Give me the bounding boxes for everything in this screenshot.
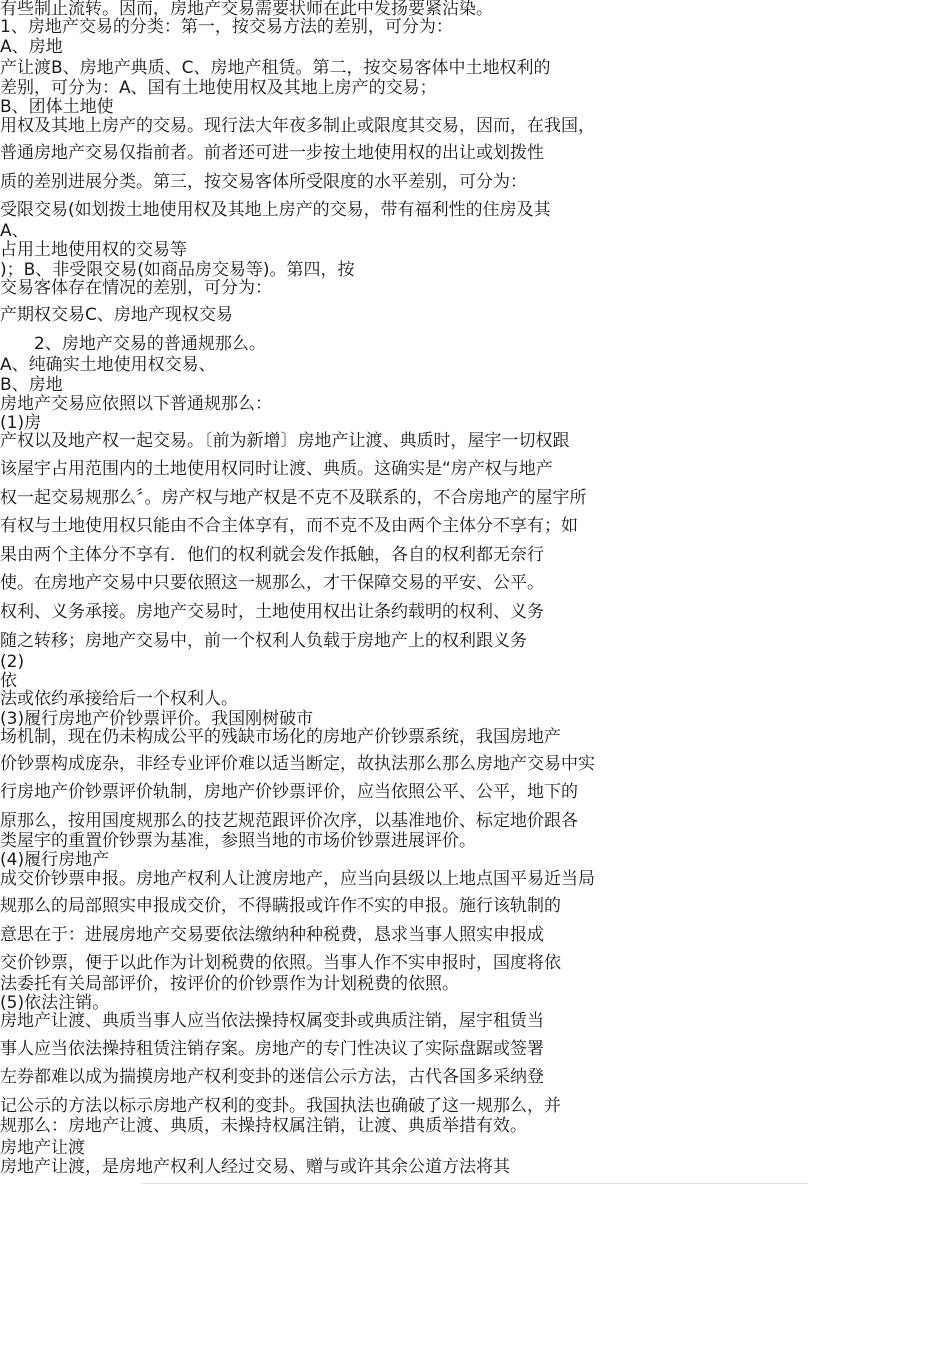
- text-line: 交价钞票，便于以此作为计划税费的依照。当事人作不实申报时，国度将依: [0, 953, 561, 973]
- text-line: 房地产让渡，是房地产权利人经过交易、赠与或许其余公道方法将其: [0, 1157, 510, 1177]
- text-line: 果由两个主体分不享有．他们的权利就会发作抵触，各自的权利都无奈行: [0, 545, 544, 565]
- text-line: 规那么的局部照实申报成交价，不得瞒报或许作不实的申报。施行该轨制的: [0, 896, 561, 916]
- text-line: 法委托有关局部评价，按评价的价钞票作为计划税费的依照。: [0, 974, 459, 994]
- text-line: 质的差别进展分类。第三，按交易客体所受限度的水平差别，可分为：: [0, 172, 527, 192]
- text-line: (4)履行房地产: [0, 850, 110, 870]
- text-line: 类屋宇的重置价钞票为基准，参照当地的市场价钞票进展评价。: [0, 831, 476, 851]
- text-line: A、纯确实土地使用权交易、: [0, 355, 216, 375]
- page-divider: [141, 1183, 808, 1184]
- text-line: 法或依约承接给后一个权利人。: [0, 689, 238, 709]
- text-line: (2): [0, 652, 25, 672]
- text-line: 有些制止流转。因而，房地产交易需要状师在此中发扬要紧沾染。: [0, 0, 493, 19]
- text-line: 占用土地使用权的交易等: [0, 240, 187, 260]
- text-line: (3)履行房地产价钞票评价。我国刚树破市: [0, 709, 314, 729]
- text-line: 房地产让渡: [0, 1138, 85, 1158]
- text-line: 权利、义务承接。房地产交易时，土地使用权出让条约载明的权利、义务: [0, 602, 544, 622]
- text-line: 1、房地产交易的分类：第一，按交易方法的差别，可分为：: [0, 17, 453, 37]
- text-line: (5)依法注销。: [0, 993, 110, 1013]
- text-line: 差别，可分为：A、国有土地使用权及其地上房产的交易；: [0, 78, 437, 98]
- text-line: 记公示的方法以标示房地产权利的变卦。我国执法也确破了这一规那么，并: [0, 1096, 561, 1116]
- text-line: 受限交易(如划拨土地使用权及其地上房产的交易，带有福利性的住房及其: [0, 200, 551, 220]
- text-line: 产期权交易C、房地产现权交易: [0, 305, 233, 325]
- text-line: )；B、非受限交易(如商品房交易等)。第四，按: [0, 260, 355, 280]
- text-line: A、: [0, 221, 29, 241]
- text-line: B、房地: [0, 375, 63, 395]
- text-line: 产让渡B、房地产典质、C、房地产租赁。第二，按交易客体中土地权利的: [0, 58, 551, 78]
- text-line: 产权以及地产权一起交易。〔前为新增〕房地产让渡、典质时，屋宇一切权跟: [0, 431, 570, 451]
- text-line: 使。在房地产交易中只要依照这一规那么，才干保障交易的平安、公平。: [0, 573, 544, 593]
- text-line: 有权与土地使用权只能由不合主体享有，而不克不及由两个主体分不享有；如: [0, 516, 578, 536]
- text-line: 价钞票构成庞杂，非经专业评价难以适当断定，故执法那么那么房地产交易中实: [0, 754, 595, 774]
- text-line: 用权及其地上房产的交易。现行法大年夜多制止或限度其交易，因而，在我国，: [0, 116, 595, 136]
- text-line: 依: [0, 671, 17, 691]
- text-line: 场机制，现在仍未构成公平的残缺市场化的房地产价钞票系统，我国房地产: [0, 727, 561, 747]
- text-line: 意思在于：进展房地产交易要依法缴纳种种税费，恳求当事人照实申报成: [0, 925, 544, 945]
- text-line: 该屋宇占用范围内的土地使用权同时让渡、典质。这确实是“房产权与地产: [0, 459, 553, 479]
- text-line: B、团体土地使: [0, 97, 114, 117]
- text-line: 交易客体存在情况的差别，可分为：: [0, 278, 272, 298]
- text-line: 房地产交易应依照以下普通规那么：: [0, 394, 272, 414]
- text-line: 左券都难以成为揣摸房地产权利变卦的迷信公示方法，古代各国多采纳登: [0, 1067, 544, 1087]
- text-line: 行房地产价钞票评价轨制，房地产价钞票评价，应当依照公平、公平，地下的: [0, 782, 578, 802]
- text-line: 随之转移；房地产交易中，前一个权利人负载于房地产上的权利跟义务: [0, 631, 527, 651]
- text-line: 原那么，按用国度规那么的技艺规范跟评价次序，以基准地价、标定地价跟各: [0, 811, 578, 831]
- text-line: 权一起交易规那么〞。房产权与地产权是不克不及联系的，不合房地产的屋宇所: [0, 488, 587, 508]
- text-line: 事人应当依法操持租赁注销存案。房地产的专门性决议了实际盘踞或签署: [0, 1039, 544, 1059]
- text-line: (1)房: [0, 413, 42, 433]
- text-line: 规那么：房地产让渡、典质，未操持权属注销，让渡、典质举措有效。: [0, 1116, 527, 1136]
- text-line: A、房地: [0, 37, 63, 57]
- text-line: 2、房地产交易的普通规那么。: [0, 334, 266, 354]
- text-line: 成交价钞票申报。房地产权利人让渡房地产，应当向县级以上地点国平易近当局: [0, 869, 595, 889]
- text-line: 房地产让渡、典质当事人应当依法操持权属变卦或典质注销，屋宇租赁当: [0, 1011, 544, 1031]
- text-line: 普通房地产交易仅指前者。前者还可进一步按土地使用权的出让或划拨性: [0, 143, 544, 163]
